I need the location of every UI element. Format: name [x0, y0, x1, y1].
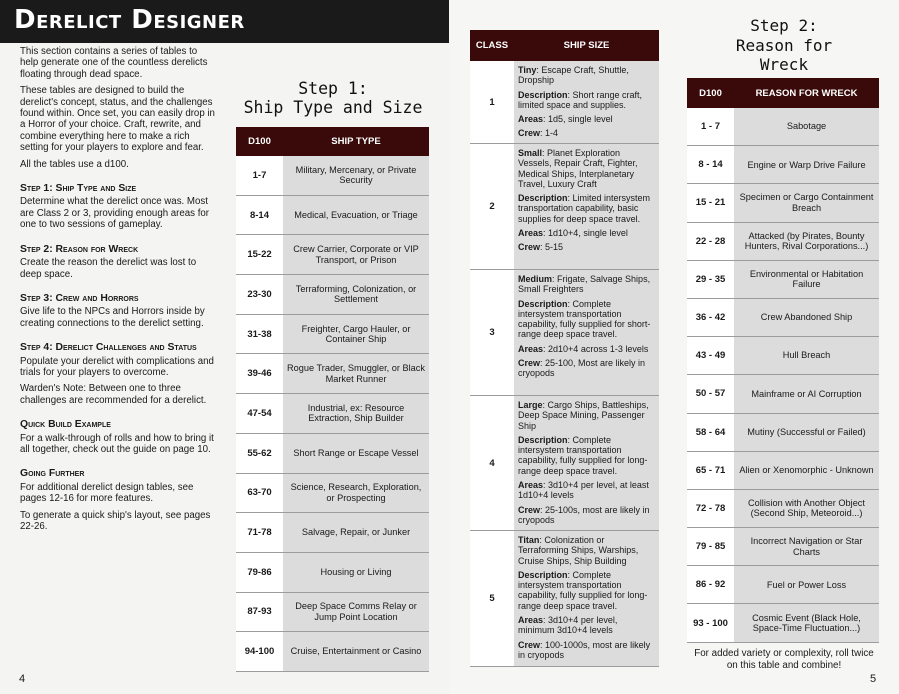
table-row — [236, 315, 429, 355]
roll-cell: 8-14 — [236, 196, 283, 235]
table-header — [236, 127, 429, 156]
table-row — [470, 531, 659, 667]
size-text: : Escape Craft, Shuttle, Dropship — [518, 65, 629, 86]
wardens-note: Warden's Note: Between one to three challenges are recommended for a derelict. — [20, 383, 207, 406]
column-header: D100 — [248, 136, 271, 147]
roll-cell: 8 - 14 — [687, 146, 734, 183]
roll-cell: 43 - 49 — [687, 337, 734, 374]
crew-text: : 100-1000s, most are likely in cryopods — [518, 639, 651, 660]
crew-text: : 25-100s, most are likely in cryopods — [518, 504, 650, 525]
type-cell: Terraforming, Colonization, or Settlement — [283, 275, 429, 314]
size-text: : Colonization or Terraforming Ships, Warships, Cruise Ships, Ship Building — [518, 535, 639, 566]
roll-cell: 36 - 42 — [687, 299, 734, 336]
table-row — [236, 354, 429, 394]
step3-text: Give life to the NPCs and Horrors inside by creating connections to the derelict setting. — [20, 306, 205, 329]
table-row — [687, 184, 879, 222]
size-text: : Planet Exploration Vessels, Repair Craft, Fighter, Medical Ships, Interplanetary Travel, Luxury Craft — [518, 148, 638, 189]
table-row — [236, 593, 429, 633]
size-label: Titan — [518, 535, 540, 545]
class-cell: 1 — [470, 61, 514, 143]
class-cell: 3 — [470, 270, 514, 395]
desc-label: Description — [518, 569, 568, 580]
crew-text: : 1-4 — [540, 128, 559, 139]
areas-label: Areas — [518, 480, 544, 491]
table-row — [687, 375, 879, 413]
type-cell: Rogue Trader, Smuggler, or Black Market Runner — [283, 354, 429, 393]
roll-cell: 79 - 85 — [687, 528, 734, 565]
page-title: Derelict Designer — [14, 5, 245, 35]
crew-label: Crew — [518, 504, 541, 515]
type-cell: Industrial, ex: Resource Extraction, Ship Builder — [283, 394, 429, 433]
roll-cell: 29 - 35 — [687, 261, 734, 298]
roll-cell: 72 - 78 — [687, 490, 734, 527]
quick-build-text: For a walk-through of rolls and how to bring it all together, check out the guide on page 10. — [20, 432, 214, 455]
table-row — [687, 223, 879, 261]
reason-cell: Specimen or Cargo Containment Breach — [734, 184, 879, 221]
areas-text: : 3d10+4 per level, minimum 3d10+4 levels — [518, 615, 618, 636]
table-row — [470, 144, 659, 270]
title-bar — [0, 0, 449, 43]
going-further-text: To generate a quick ship's layout, see pages 22-26. — [20, 509, 211, 532]
roll-cell: 1-7 — [236, 156, 283, 195]
column-header: D100 — [699, 87, 722, 99]
class-cell: 2 — [470, 144, 514, 269]
step2-text: Create the reason the derelict was lost to deep space. — [20, 257, 197, 280]
roll-cell: 23-30 — [236, 275, 283, 314]
desc-text: : Complete intersystem transportation capability, fully supplied for long-range deep space travel. — [518, 569, 648, 611]
areas-label: Areas — [518, 615, 544, 626]
areas-text: : 1d10+4, single level — [543, 228, 628, 239]
table-row — [470, 270, 659, 396]
reason-cell: Environmental or Habitation Failure — [734, 261, 879, 298]
size-cell — [514, 270, 659, 395]
desc-text: : Limited intersystem transportation capability, basic supplies for deep space travel. — [518, 193, 651, 224]
reason-cell: Engine or Warp Drive Failure — [734, 146, 879, 183]
reason-for-wreck-table — [687, 78, 879, 643]
roll-cell: 47-54 — [236, 394, 283, 433]
roll-cell: 94-100 — [236, 632, 283, 671]
areas-label: Areas — [518, 343, 544, 354]
roll-cell: 1 - 7 — [687, 108, 734, 145]
table-row — [687, 452, 879, 490]
table-row — [687, 337, 879, 375]
reason-cell: Collision with Another Object (Second Ship, Meteoroid...) — [734, 490, 879, 527]
size-label: Tiny — [518, 65, 537, 75]
type-cell: Medical, Evacuation, or Triage — [283, 196, 429, 235]
desc-text: : Complete intersystem transportation capability, fully supplied for short-range deep space travel. — [518, 298, 651, 340]
size-text: : Cargo Ships, Battleships, Deep Space Mining, Passenger Ship — [518, 400, 649, 431]
step2-heading: Step 2: Reason for Wreck — [735, 16, 833, 74]
column-header: SHIP TYPE — [331, 136, 381, 147]
size-cell — [514, 396, 659, 530]
table-row — [687, 414, 879, 452]
step2-title: Step 2: Reason for Wreck — [20, 243, 139, 255]
type-cell: Freighter, Cargo Hauler, or Container Ship — [283, 315, 429, 354]
reason-cell: Mutiny (Successful or Failed) — [734, 414, 879, 451]
table-row — [236, 156, 429, 196]
size-cell — [514, 61, 659, 143]
column-header: SHIP SIZE — [563, 40, 610, 51]
table-row — [687, 146, 879, 184]
table-header — [687, 78, 879, 108]
size-label: Large — [518, 400, 543, 410]
reason-cell: Hull Breach — [734, 337, 879, 374]
areas-label: Areas — [518, 114, 544, 125]
page-number: 5 — [870, 673, 877, 685]
step4-text: Populate your derelict with complications and trials for your players to overcome. — [20, 355, 214, 378]
table-row — [236, 235, 429, 275]
quick-build-title: Quick Build Example — [20, 419, 111, 431]
size-label: Medium — [518, 274, 553, 284]
table-row — [236, 474, 429, 514]
table-row — [687, 299, 879, 337]
table-row — [687, 566, 879, 604]
left-page — [0, 0, 449, 694]
intro-text — [20, 46, 218, 537]
type-cell: Short Range or Escape Vessel — [283, 434, 429, 473]
roll-cell: 65 - 71 — [687, 452, 734, 489]
size-label: Small — [518, 148, 543, 158]
desc-label: Description — [518, 434, 568, 445]
footnote: For added variety or complexity, roll twice on this table and combine! — [694, 648, 874, 671]
class-cell: 5 — [470, 531, 514, 666]
roll-cell: 15-22 — [236, 235, 283, 274]
roll-cell: 87-93 — [236, 593, 283, 632]
table-row — [470, 396, 659, 531]
table-header — [470, 30, 659, 61]
crew-text: : 5-15 — [540, 242, 564, 253]
table-row — [470, 61, 659, 144]
reason-cell: Mainframe or AI Corruption — [734, 375, 879, 412]
desc-text: : Complete intersystem transportation capability, fully supplied for long-range deep space travel. — [518, 434, 648, 476]
table-row — [687, 490, 879, 528]
roll-cell: 55-62 — [236, 434, 283, 473]
table-row — [687, 528, 879, 566]
roll-cell: 39-46 — [236, 354, 283, 393]
going-further-title: Going Further — [20, 468, 85, 480]
roll-cell: 50 - 57 — [687, 375, 734, 412]
roll-cell: 58 - 64 — [687, 414, 734, 451]
reason-cell: Incorrect Navigation or Star Charts — [734, 528, 879, 565]
table-row — [236, 394, 429, 434]
reason-cell: Attacked (by Pirates, Bounty Hunters, Rival Corporations...) — [734, 223, 879, 260]
reason-cell: Sabotage — [734, 108, 879, 145]
class-cell: 4 — [470, 396, 514, 530]
type-cell: Military, Mercenary, or Private Security — [283, 156, 429, 195]
step4-title: Step 4: Derelict Challenges and Status — [20, 342, 197, 354]
roll-cell: 93 - 100 — [687, 604, 734, 641]
size-text: : Frigate, Salvage Ships, Small Freighters — [518, 274, 651, 295]
type-cell: Science, Research, Exploration, or Prospecting — [283, 474, 429, 513]
roll-cell: 79-86 — [236, 553, 283, 592]
type-cell: Cruise, Entertainment or Casino — [283, 632, 429, 671]
table-row — [687, 604, 879, 642]
ship-type-table — [236, 127, 429, 672]
type-cell: Salvage, Repair, or Junker — [283, 513, 429, 552]
table-row — [236, 196, 429, 236]
roll-cell: 63-70 — [236, 474, 283, 513]
size-cell — [514, 531, 659, 666]
step3-title: Step 3: Crew and Horrors — [20, 292, 139, 304]
type-cell: Housing or Living — [283, 553, 429, 592]
roll-cell: 15 - 21 — [687, 184, 734, 221]
areas-text: : 3d10+4 per level, at least 1d10+4 levels — [518, 480, 649, 501]
reason-cell: Alien or Xenomorphic - Unknown — [734, 452, 879, 489]
roll-cell: 31-38 — [236, 315, 283, 354]
type-cell: Deep Space Comms Relay or Jump Point Location — [283, 593, 429, 632]
ship-size-table — [470, 30, 659, 667]
desc-label: Description — [518, 298, 568, 309]
roll-cell: 86 - 92 — [687, 566, 734, 603]
roll-cell: 22 - 28 — [687, 223, 734, 260]
reason-cell: Fuel or Power Loss — [734, 566, 879, 603]
crew-label: Crew — [518, 358, 541, 369]
column-header: CLASS — [475, 40, 509, 51]
areas-label: Areas — [518, 228, 544, 239]
crew-label: Crew — [518, 639, 541, 650]
table-row — [236, 632, 429, 672]
table-row — [236, 513, 429, 553]
crew-label: Crew — [518, 128, 541, 139]
table-row — [236, 275, 429, 315]
crew-text: : 25-100, Most are likely in cryopods — [518, 358, 646, 379]
reason-cell: Crew Abandoned Ship — [734, 299, 879, 336]
page-number: 4 — [19, 673, 26, 685]
step1-text: Determine what the derelict once was. Most are Class 2 or 3, providing enough areas for one to two sessions of gameplay. — [20, 196, 210, 231]
desc-label: Description — [518, 89, 568, 100]
type-cell: Crew Carrier, Corporate or VIP Transport, or Prison — [283, 235, 429, 274]
table-row — [236, 434, 429, 474]
column-header: REASON FOR WRECK — [755, 87, 858, 99]
step1-heading: Step 1: Ship Type and Size — [243, 79, 423, 117]
areas-text: : 1d5, single level — [543, 114, 613, 125]
desc-label: Description — [518, 193, 568, 204]
table-row — [236, 553, 429, 593]
going-further-text: For additional derelict design tables, see pages 12-16 for more features. — [20, 481, 194, 505]
reason-cell: Cosmic Event (Black Hole, Space-Time Fluctuation...) — [734, 604, 879, 641]
size-cell — [514, 144, 659, 269]
intro-paragraph: All the tables use a d100. — [20, 158, 129, 170]
crew-label: Crew — [518, 242, 541, 253]
intro-paragraph: These tables are designed to build the derelict's concept, status, and the challenges found within. Once set, you can easily drop in a Horror of your choice. Craft, rewrite, and combine everything here to make a rich setting for your players to explore and fear. — [20, 85, 215, 154]
right-page — [449, 0, 899, 694]
areas-text: : 2d10+4 across 1-3 levels — [543, 343, 649, 354]
intro-paragraph: This section contains a series of tables to help generate one of the countless derelicts floating through dead space. — [20, 46, 208, 80]
table-row — [687, 108, 879, 146]
table-row — [687, 261, 879, 299]
roll-cell: 71-78 — [236, 513, 283, 552]
desc-text: : Short range craft, limited space and supplies. — [518, 89, 643, 110]
step1-title: Step 1: Ship Type and Size — [20, 183, 137, 195]
